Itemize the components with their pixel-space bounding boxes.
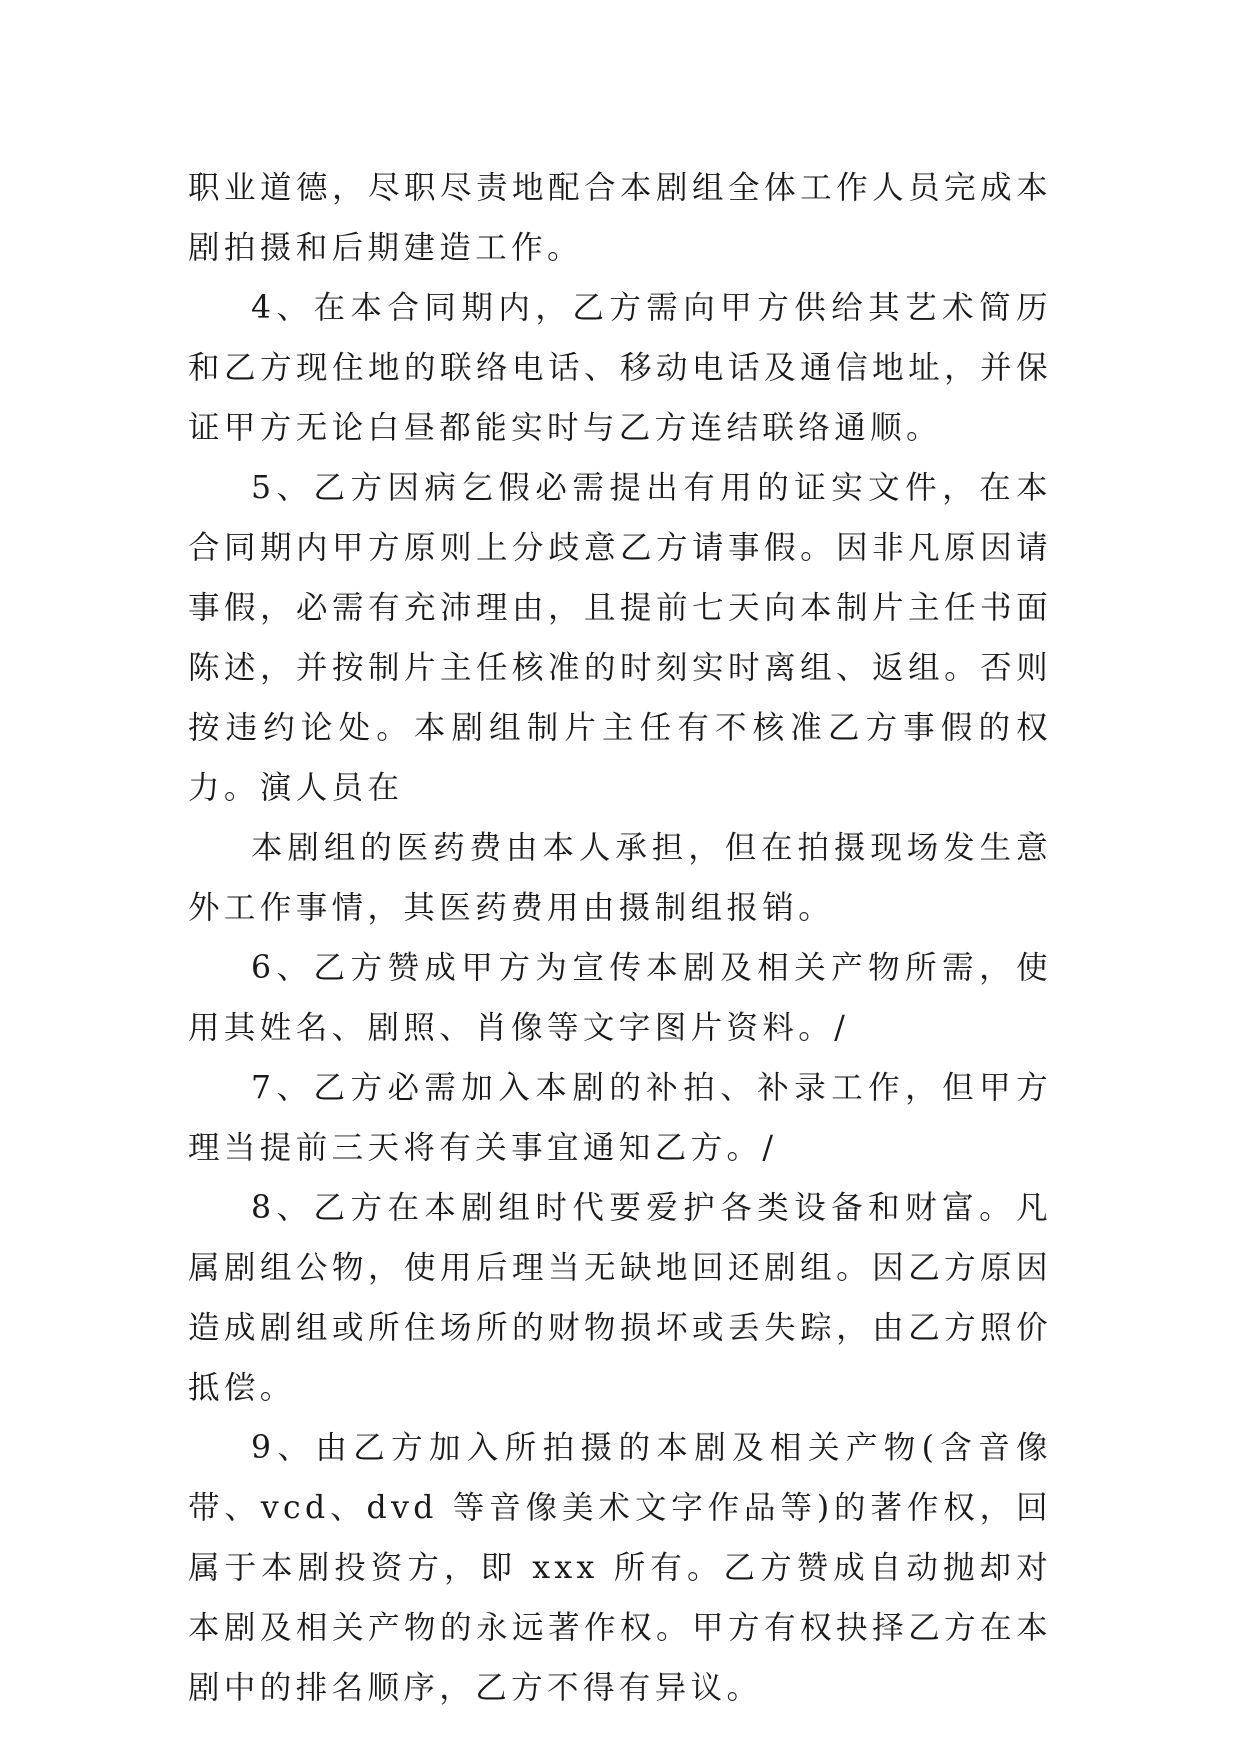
paragraph-clause-4: 4、在本合同期内，乙方需向甲方供给其艺术简历和乙方现住地的联络电话、移动电话及通信地址，并保证甲方无论白昼都能实时与乙方连结联络通顺。 <box>188 290 1052 446</box>
paragraph-continuation: 职业道德，尽职尽责地配合本剧组全体工作人员完成本剧拍摄和后期建造工作。 <box>188 170 1052 266</box>
paragraph-medical-expenses: 本剧组的医药费由本人承担，但在拍摄现场发生意外工作事情，其医药费用由摄制组报销。 <box>188 830 1052 926</box>
document-body <box>188 158 1052 1718</box>
paragraph-clause-6: 6、乙方赞成甲方为宣传本剧及相关产物所需，使用其姓名、剧照、肖像等文字图片资料。/ <box>188 950 1052 1046</box>
paragraph-clause-5: 5、乙方因病乞假必需提出有用的证实文件，在本合同期内甲方原则上分歧意乙方请事假。因非凡原因请事假，必需有充沛理由，且提前七天向本制片主任书面陈述，并按制片主任核准的时刻实时离组、返组。否则按违约论处。本剧组制片主任有不核准乙方事假的权力。演人员在 <box>188 470 1052 806</box>
paragraph-clause-8: 8、乙方在本剧组时代要爱护各类设备和财富。凡属剧组公物，使用后理当无缺地回还剧组。因乙方原因造成剧组或所住场所的财物损坏或丢失踪，由乙方照价抵偿。 <box>188 1190 1052 1406</box>
paragraph-clause-9: 9、由乙方加入所拍摄的本剧及相关产物(含音像带、vcd、dvd 等音像美术文字作品等)的著作权，回属于本剧投资方，即 xxx 所有。乙方赞成自动抛却对本剧及相关产物的永远著作权。甲方有权抉择乙方在本剧中的排名顺序，乙方不得有异议。 <box>188 1430 1052 1706</box>
paragraph-clause-7: 7、乙方必需加入本剧的补拍、补录工作，但甲方理当提前三天将有关事宜通知乙方。/ <box>188 1070 1052 1166</box>
